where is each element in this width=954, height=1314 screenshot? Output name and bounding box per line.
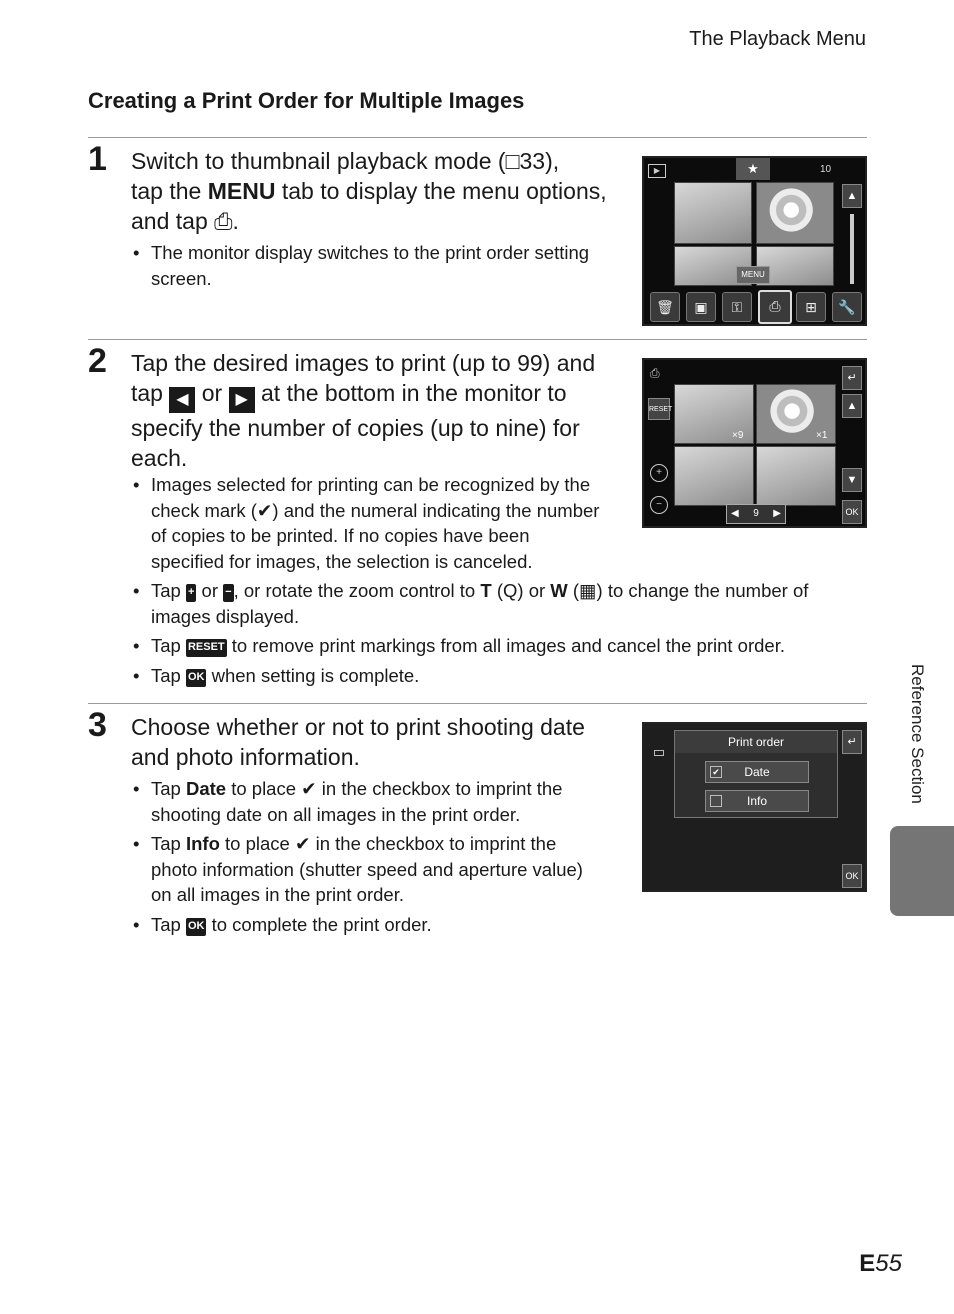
- checkbox-empty-icon[interactable]: [710, 795, 722, 807]
- reference-section-label: Reference Section: [908, 664, 927, 804]
- check-mark-icon: ✔: [301, 778, 317, 799]
- wrench-icon[interactable]: 🔧: [832, 292, 862, 322]
- menu-icon: MENU: [207, 178, 276, 204]
- trash-icon[interactable]: 🗑: [650, 292, 680, 322]
- camera-screen-print-selection: [642, 358, 867, 528]
- key-icon[interactable]: ⚿: [722, 292, 752, 322]
- step-instruction: Choose whether or not to print shooting date and photo information.: [131, 714, 585, 770]
- scroll-up-icon[interactable]: ▲: [842, 184, 862, 208]
- section-title: Creating a Print Order for Multiple Images: [88, 88, 525, 113]
- step-number: 3: [88, 706, 107, 744]
- date-option[interactable]: ✔ Date: [705, 761, 809, 783]
- left-arrow-icon: ◀: [169, 387, 195, 413]
- scroll-up-icon[interactable]: ▲: [842, 394, 862, 418]
- scrollbar[interactable]: [850, 214, 854, 284]
- bullet-item: • Tap RESET to remove print markings from all images and cancel the print order.: [131, 633, 861, 659]
- slideshow-icon[interactable]: ▣: [686, 292, 716, 322]
- right-arrow-icon: ▶: [229, 387, 255, 413]
- section-thumb-tab: [890, 826, 954, 916]
- back-icon[interactable]: ↵: [842, 366, 862, 390]
- zoom-out-icon: −: [223, 584, 233, 602]
- check-mark-icon: ✔: [256, 499, 273, 521]
- page-number: E55: [859, 1250, 902, 1277]
- star-icon: ★: [736, 158, 770, 180]
- checkbox-checked-icon[interactable]: ✔: [710, 766, 722, 778]
- zoom-in-icon[interactable]: +: [650, 464, 668, 482]
- print-icon: ⎙: [650, 366, 660, 380]
- playback-icon: ▶: [648, 164, 666, 178]
- camera-screen-thumbnail: [642, 156, 867, 326]
- step-bullets: [131, 240, 606, 295]
- print-order-icon[interactable]: ⎙: [758, 290, 792, 324]
- dialog-title: Print order: [675, 731, 837, 753]
- step-bullets: [131, 776, 606, 941]
- thumbnail-image[interactable]: [756, 182, 834, 244]
- info-option[interactable]: Info: [705, 790, 809, 812]
- step-number: 1: [88, 140, 107, 178]
- thumbnail-image[interactable]: [674, 446, 754, 506]
- reference-icon: □: [505, 148, 520, 174]
- step-instruction: Tap the desired images to print (up to 99) and tap ◀ or ▶ at the bottom in the monitor to specify the number of copies (up to nine) for each.: [131, 350, 596, 471]
- image-count: 10: [820, 164, 832, 175]
- copy-count: ×9: [732, 430, 744, 441]
- camera-screen-print-order: [642, 722, 867, 892]
- back-icon[interactable]: ↵: [842, 730, 862, 754]
- thumbnail-image[interactable]: [756, 446, 836, 506]
- running-head: The Playback Menu: [689, 28, 866, 50]
- bullet-item: • Images selected for printing can be recognized by the check mark (✔) and the numeral indicating the number of copies to be printed. If no copies have been specified for images, the selection is canceled.: [131, 472, 601, 574]
- copy-stepper[interactable]: ◀ 9 ▶: [726, 504, 786, 524]
- step-instruction: Switch to thumbnail playback mode (□33), tap the MENU tab to display the menu options, and tap ⎙.: [131, 148, 607, 234]
- bullet-item: • Tap OK to complete the print order.: [131, 912, 606, 938]
- increase-arrow-icon: ▶: [773, 508, 781, 519]
- thumbnail-grid-icon: ▦: [579, 580, 597, 601]
- reset-button[interactable]: RESET: [648, 398, 670, 420]
- magnify-icon: Q: [503, 580, 518, 601]
- reset-icon: RESET: [186, 639, 227, 657]
- divider: [88, 339, 867, 340]
- step-number: 2: [88, 342, 107, 380]
- print-order-dialog: [674, 730, 838, 818]
- menu-tab[interactable]: MENU: [736, 266, 770, 284]
- divider: [88, 703, 867, 704]
- bullet-item: • Tap Date to place ✔ in the checkbox to imprint the shooting date on all images in the print order.: [131, 776, 606, 827]
- zoom-out-icon[interactable]: −: [650, 496, 668, 514]
- copy-count: ×1: [816, 430, 828, 441]
- zoom-in-icon: +: [186, 584, 196, 602]
- divider: [88, 137, 867, 138]
- bullet-item: • Tap OK when setting is complete.: [131, 663, 861, 689]
- check-mark-icon: ✔: [294, 833, 311, 854]
- ok-button[interactable]: OK: [842, 500, 862, 524]
- ok-button[interactable]: OK: [842, 864, 862, 888]
- decrease-arrow-icon: ◀: [731, 508, 739, 519]
- ok-icon: OK: [186, 918, 207, 936]
- bullet-item: • Tap + or − , or rotate the zoom control to T (Q) or W (▦) to change the number of images displayed.: [131, 578, 861, 629]
- bullet-item: • Tap Info to place ✔ in the checkbox to imprint the photo information (shutter speed and aperture value) on all images in the print order.: [131, 831, 606, 908]
- resize-icon[interactable]: ⊞: [796, 292, 826, 322]
- battery-icon: [654, 750, 664, 756]
- bullet-item: • The monitor display switches to the print order setting screen.: [131, 240, 606, 291]
- thumbnail-image[interactable]: [674, 182, 752, 244]
- scroll-down-icon[interactable]: ▼: [842, 468, 862, 492]
- print-icon: ⎙: [214, 208, 233, 234]
- ok-icon: OK: [186, 669, 207, 687]
